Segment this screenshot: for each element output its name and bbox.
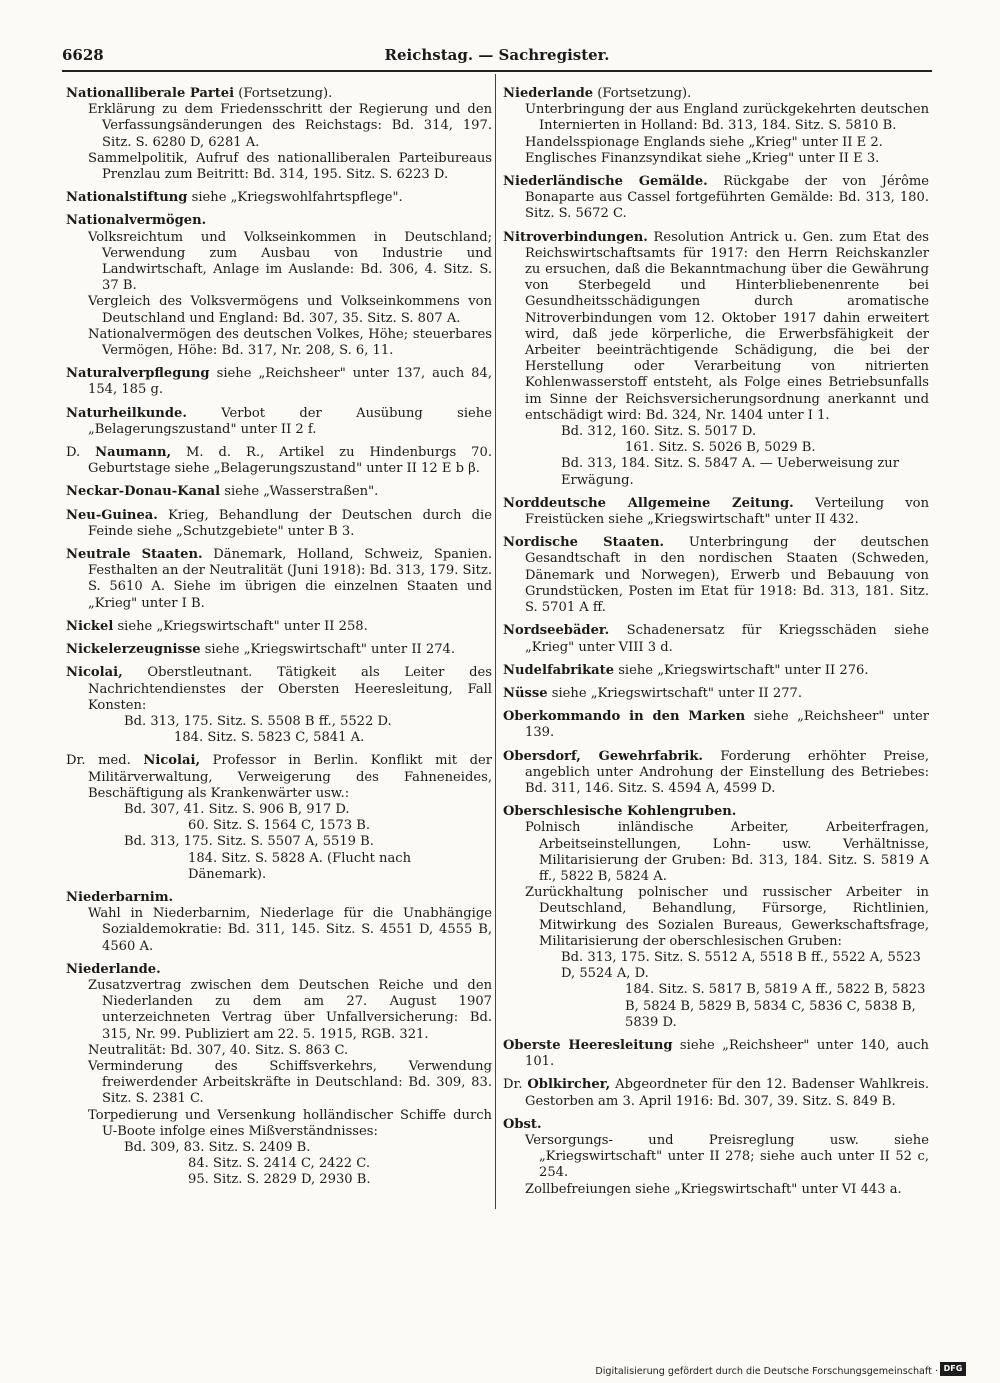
entry-keyword: Oberschlesische Kohlengruben. <box>503 804 737 820</box>
entry-text: siehe „Wasserstraßen". <box>220 484 379 500</box>
entry-heading <box>66 406 492 438</box>
entry-text: D. <box>66 445 96 461</box>
index-entry <box>66 619 492 635</box>
entry-text: (Fortsetzung). <box>593 86 692 101</box>
subentry: Polnisch inländische Arbeiter, Arbeiterfragen, Arbeitseinstellungen, Lohn- usw. Verhältnisse, Militarisierung der Gruben: Bd. 313, 184. Sitz. S. 5819 A ff., 5822 B, 5824 A. <box>525 820 929 884</box>
index-entry <box>66 484 492 500</box>
index-entry <box>503 230 929 489</box>
page-number: 6628 <box>62 46 104 64</box>
entry-text: siehe „Kriegswirtschaft" unter II 274. <box>200 642 456 658</box>
reference-line: Bd. 313, 175. Sitz. S. 5508 B ff., 5522 D. <box>124 713 392 729</box>
right-column <box>503 86 929 1205</box>
entry-heading <box>66 962 492 978</box>
entry-heading <box>66 366 492 398</box>
entry-text: Verteilung von Freistücken siehe „Kriegswirtschaft" unter II 432. <box>525 495 930 528</box>
index-entry <box>503 709 929 741</box>
entry-text: Professor in Berlin. Konflikt mit der Militärverwaltung, Verweigerung des Fahneneides, Beschäftigung als Krankenwärter usw.: <box>88 753 492 801</box>
entry-text: M. d. R., Artikel zu Hindenburgs 70. Geburtstage siehe „Belagerungszustand" unter II 12 E b β. <box>88 445 493 477</box>
entry-text: Forderung erhöhter Preise, angeblich unter Androhung der Einstellung des Betriebes: Bd. 311, 146. Sitz. S. 4594 A, 4599 D. <box>525 748 929 796</box>
entry-heading <box>503 1117 929 1133</box>
index-entry <box>66 445 492 477</box>
entry-text: Unterbringung der deutschen Gesandtschaft in den nordischen Staaten (Schweden, Dänemark und Norwegen), Erwerb und Bebauung von Grundstücken, Posten im Etat für 1918: Bd. 313, 181. Sitz. S. 5701 A ff. <box>525 535 929 616</box>
subentry: Vergleich des Volksvermögens und Volkseinkommens von Deutschland und England: Bd. 307, 35. Sitz. S. 807 A. <box>88 294 492 326</box>
entry-heading <box>503 1038 929 1070</box>
subentry: Zollbefreiungen siehe „Kriegswirtschaft" unter VI 443 a. <box>525 1181 902 1197</box>
entry-keyword: Niederlande. <box>66 961 161 977</box>
entry-text: Resolution Antrick u. Gen. zum Etat des Reichswirtschaftsamts für 1917: den Herrn Reichskanzler zu ersuchen, daß die Bekanntmachung über die Gewährung von Sterbegeld und Hinterbliebenenrente bei Gesundheitsschädigungen durch aromatische Nitroverbindungen vom 12. Oktober 1917 dahin erweitert wird, daß jede körperliche, die Erwerbsfähigkeit der Arbeiter beeinträchtigende Schädigung, die bei der Herstellung oder Verarbeitung von nitrierten Kohlenwasserstoff entsteht, als Folge eines Betriebsunfalls im Sinne der Reichsversicherungsordnung anerkannt und entschädigt wird: Bd. 324, Nr. 1404 unter I 1. <box>525 229 929 423</box>
reference-line: Bd. 309, 83. Sitz. S. 2409 B. <box>124 1139 311 1155</box>
entry-keyword: Nicolai, <box>66 665 123 681</box>
index-entry <box>503 623 929 655</box>
entry-text: siehe „Reichsheer" unter 137, auch 84, 154, 185 g. <box>88 366 492 398</box>
entry-keyword: Nudelfabrikate <box>503 662 615 678</box>
index-entry <box>66 508 492 540</box>
reference-line: Bd. 313, 175. Sitz. S. 5512 A, 5518 B ff., 5522 A, 5523 D, 5524 A, D. <box>561 949 921 982</box>
entry-text: Abgeordneter für den 12. Badenser Wahlkreis. Gestorben am 3. April 1916: Bd. 307, 39. Sitz. S. 849 B. <box>525 1077 929 1109</box>
subentry: Volksreichtum und Volkseinkommen in Deutschland; Verwendung zum Ausbau von Industrie und Landwirtschaft, Anlage im Auslande: Bd. 306, 4. Sitz. S. 37 B. <box>88 229 492 294</box>
reference-line: 95. Sitz. S. 2829 D, 2930 B. <box>188 1172 371 1188</box>
entry-heading <box>503 174 929 223</box>
entry-keyword: Nickel <box>66 618 114 634</box>
entry-text: siehe „Kriegswohlfahrtspflege". <box>187 190 403 206</box>
entry-heading <box>66 890 492 906</box>
entry-text: siehe „Kriegswirtschaft" unter II 277. <box>547 685 803 701</box>
entry-keyword: Nationalvermögen. <box>66 213 207 229</box>
entry-keyword: Neckar-Donau-Kanal <box>66 484 221 500</box>
entry-keyword: Neu-Guinea. <box>66 507 158 523</box>
index-entry <box>66 962 492 1189</box>
entry-text: Verbot der Ausübung siehe „Belagerungszustand" unter II 2 f. <box>88 405 492 437</box>
subentry: Torpedierung und Versenkung holländischer Schiffe durch U-Boote infolge eines Mißverständnisses: <box>88 1107 492 1139</box>
entry-heading <box>66 642 492 658</box>
entry-keyword: Naturalverpflegung <box>66 366 210 382</box>
index-entry <box>503 1038 929 1070</box>
index-entry <box>503 496 929 528</box>
page-header <box>62 44 932 72</box>
entry-text: Krieg, Behandlung der Deutschen durch die Feinde siehe „Schutzgebiete" unter B 3. <box>88 507 492 539</box>
entry-heading <box>66 86 492 102</box>
left-column <box>66 86 492 1196</box>
entry-heading <box>503 663 929 679</box>
entry-keyword: Oblkircher, <box>527 1077 611 1093</box>
entry-keyword: Niederlande <box>503 86 594 101</box>
entry-keyword: Neutrale Staaten. <box>66 547 203 563</box>
entry-heading <box>503 535 929 616</box>
entry-heading <box>503 749 929 798</box>
reference-line: Bd. 313, 184. Sitz. S. 5847 A. — Ueberweisung zur Erwägung. <box>561 456 899 488</box>
index-entry <box>66 753 492 883</box>
entry-text: siehe „Kriegswirtschaft" unter II 258. <box>113 618 368 634</box>
subentry: Zusatzvertrag zwischen dem Deutschen Reiche und den Niederlanden zu dem am 27. August 1907 unterzeichneten Vertrag über Unfallversicherung: Bd. 315, Nr. 99. Publiziert am 22. 5. 1915, RGB. 321. <box>88 977 492 1042</box>
reference-line: 161. Sitz. S. 5026 B, 5029 B. <box>625 440 816 456</box>
subentry: Englisches Finanzsyndikat siehe „Krieg" unter II E 3. <box>525 150 880 166</box>
entry-keyword: Norddeutsche Allgemeine Zeitung. <box>503 495 794 511</box>
dfg-logo: DFG <box>940 1362 966 1376</box>
subentry: Zurückhaltung polnischer und russischer Arbeiter in Deutschland, Behandlung, Fürsorge, Richtlinien, Mitwirkung des Sozialen Bureaus, Gewerkschaftsfrage, Militarisierung der oberschlesischen Gruben: <box>525 885 929 949</box>
subentry: Nationalvermögen des deutschen Volkes, Höhe; steuerbares Vermögen, Höhe: Bd. 317, Nr. 208, S. 6, 11. <box>88 326 492 359</box>
index-entry <box>66 213 492 359</box>
index-entry <box>66 86 492 183</box>
funding-note: Digitalisierung gefördert durch die Deutsche Forschungsgemeinschaft · <box>595 1366 938 1377</box>
subentry: Unterbringung der aus England zurückgekehrten deutschen Internierten in Holland: Bd. 313, 184. Sitz. S. 5810 B. <box>525 102 929 134</box>
index-entry <box>66 665 492 746</box>
subentry: Wahl in Niederbarnim, Niederlage für die Unabhängige Sozialdemokratie: Bd. 311, 145. Sitz. S. 4551 D, 4555 B, 4560 A. <box>88 906 492 954</box>
entry-text: Dr. med. <box>66 753 144 769</box>
index-entry <box>66 890 492 955</box>
entry-keyword: Naturheilkunde. <box>66 405 187 421</box>
entry-heading <box>503 1077 929 1109</box>
entry-heading <box>503 86 929 102</box>
entry-text: siehe „Kriegswirtschaft" unter II 276. <box>614 662 869 678</box>
entry-keyword: Oberste Heeresleitung <box>503 1037 673 1053</box>
entry-keyword: Naumann, <box>95 445 172 461</box>
entry-keyword: Nitroverbindungen. <box>503 229 648 245</box>
entry-keyword: Nickelerzeugnisse <box>66 642 201 658</box>
entry-heading <box>503 496 929 528</box>
entry-keyword: Oberkommando in den Marken <box>503 709 746 725</box>
reference-line: 184. Sitz. S. 5828 A. (Flucht nach Dänemark). <box>188 850 412 882</box>
entry-heading <box>503 804 929 820</box>
entry-text: (Fortsetzung). <box>234 86 333 101</box>
reference-line: 84. Sitz. S. 2414 C, 2422 C. <box>188 1156 371 1172</box>
entry-text: Schadenersatz für Kriegsschäden siehe „Krieg" unter VIII 3 d. <box>525 623 929 655</box>
entry-heading <box>66 484 492 500</box>
entry-keyword: Nationalliberale Partei <box>66 86 235 101</box>
entry-keyword: Nüsse <box>503 685 548 701</box>
index-entry <box>503 174 929 223</box>
entry-keyword: Niederländische Gemälde. <box>503 174 708 190</box>
entry-heading <box>503 230 929 424</box>
entry-keyword: Nordseebäder. <box>503 623 610 639</box>
column-divider <box>495 74 496 1209</box>
index-entry <box>66 406 492 438</box>
entry-heading <box>66 753 492 802</box>
running-head: Reichstag. — Sachregister. <box>384 46 610 64</box>
entry-heading <box>66 445 492 477</box>
index-entry <box>503 686 929 702</box>
subentry: Erklärung zu dem Friedensschritt der Regierung und den Verfassungsänderungen des Reichstags: Bd. 314, 197. Sitz. S. 6280 D, 6281 A. <box>88 102 492 150</box>
subentry: Sammelpolitik, Aufruf des nationalliberalen Parteibureaus Prenzlau zum Beitritt: Bd. 314, 195. Sitz. S. 6223 D. <box>88 150 492 183</box>
entry-heading <box>503 709 929 741</box>
entry-text: Dr. <box>503 1077 528 1093</box>
subentry: Neutralität: Bd. 307, 40. Sitz. S. 863 C. <box>88 1042 349 1058</box>
subentry: Versorgungs- und Preisreglung usw. siehe „Kriegswirtschaft" unter II 278; siehe auch unter II 52 c, 254. <box>525 1132 929 1181</box>
index-entry <box>503 663 929 679</box>
reference-line: 184. Sitz. S. 5823 C, 5841 A. <box>174 730 365 746</box>
entry-heading <box>503 686 929 702</box>
reference-line: 60. Sitz. S. 1564 C, 1573 B. <box>188 818 371 834</box>
index-entry <box>503 86 929 167</box>
entry-keyword: Niederbarnim. <box>66 889 174 905</box>
index-entry <box>503 1077 929 1109</box>
index-entry <box>503 804 929 1031</box>
entry-heading <box>66 665 492 714</box>
entry-heading <box>503 623 929 655</box>
index-entry <box>503 1117 929 1198</box>
index-entry <box>66 366 492 398</box>
index-entry <box>66 642 492 658</box>
entry-heading <box>66 190 492 206</box>
entry-keyword: Obst. <box>503 1116 542 1132</box>
entry-text: Rückgabe der von Jérôme Bonaparte aus Cassel fortgeführten Gemälde: Bd. 313, 180. Sitz. S. 5672 C. <box>525 174 930 222</box>
index-entry <box>66 190 492 206</box>
entry-keyword: Obersdorf, Gewehrfabrik. <box>503 748 703 764</box>
entry-text: Dänemark, Holland, Schweiz, Spanien. Festhalten an der Neutralität (Juni 1918): Bd. 313, 179. Sitz. S. 5610 A. Siehe im übrigen die einzelnen Staaten und „Krieg" unter I B. <box>88 547 492 611</box>
entry-keyword: Nordische Staaten. <box>503 535 665 551</box>
reference-line: Bd. 312, 160. Sitz. S. 5017 D. <box>561 424 757 440</box>
reference-line: 184. Sitz. S. 5817 B, 5819 A ff., 5822 B, 5823 B, 5824 B, 5829 B, 5834 C, 5836 C, 5838 B, 5839 D. <box>625 982 926 1030</box>
entry-text: Oberstleutnant. Tätigkeit als Leiter des Nachrichtendienstes der Obersten Heeresleitung, Fall Konsten: <box>88 665 492 713</box>
subentry: Verminderung des Schiffsverkehrs, Verwendung freiwerdender Arbeitskräfte in Deutschland: Bd. 309, 83. Sitz. S. 2381 C. <box>88 1058 492 1107</box>
entry-heading <box>66 508 492 540</box>
entry-heading <box>66 213 492 229</box>
entry-keyword: Nationalstiftung <box>66 190 188 206</box>
reference-line: Bd. 313, 175. Sitz. S. 5507 A, 5519 B. <box>124 834 374 850</box>
reference-line: Bd. 307, 41. Sitz. S. 906 B, 917 D. <box>124 801 350 817</box>
entry-text: siehe „Reichsheer" unter 139. <box>525 709 929 741</box>
index-entry <box>66 547 492 612</box>
entry-text: siehe „Reichsheer" unter 140, auch 101. <box>525 1037 929 1070</box>
entry-heading <box>66 619 492 635</box>
index-entry <box>503 749 929 798</box>
index-entry <box>503 535 929 616</box>
entry-heading <box>66 547 492 612</box>
entry-keyword: Nicolai, <box>143 753 201 769</box>
subentry: Handelsspionage Englands siehe „Krieg" unter II E 2. <box>525 134 883 150</box>
